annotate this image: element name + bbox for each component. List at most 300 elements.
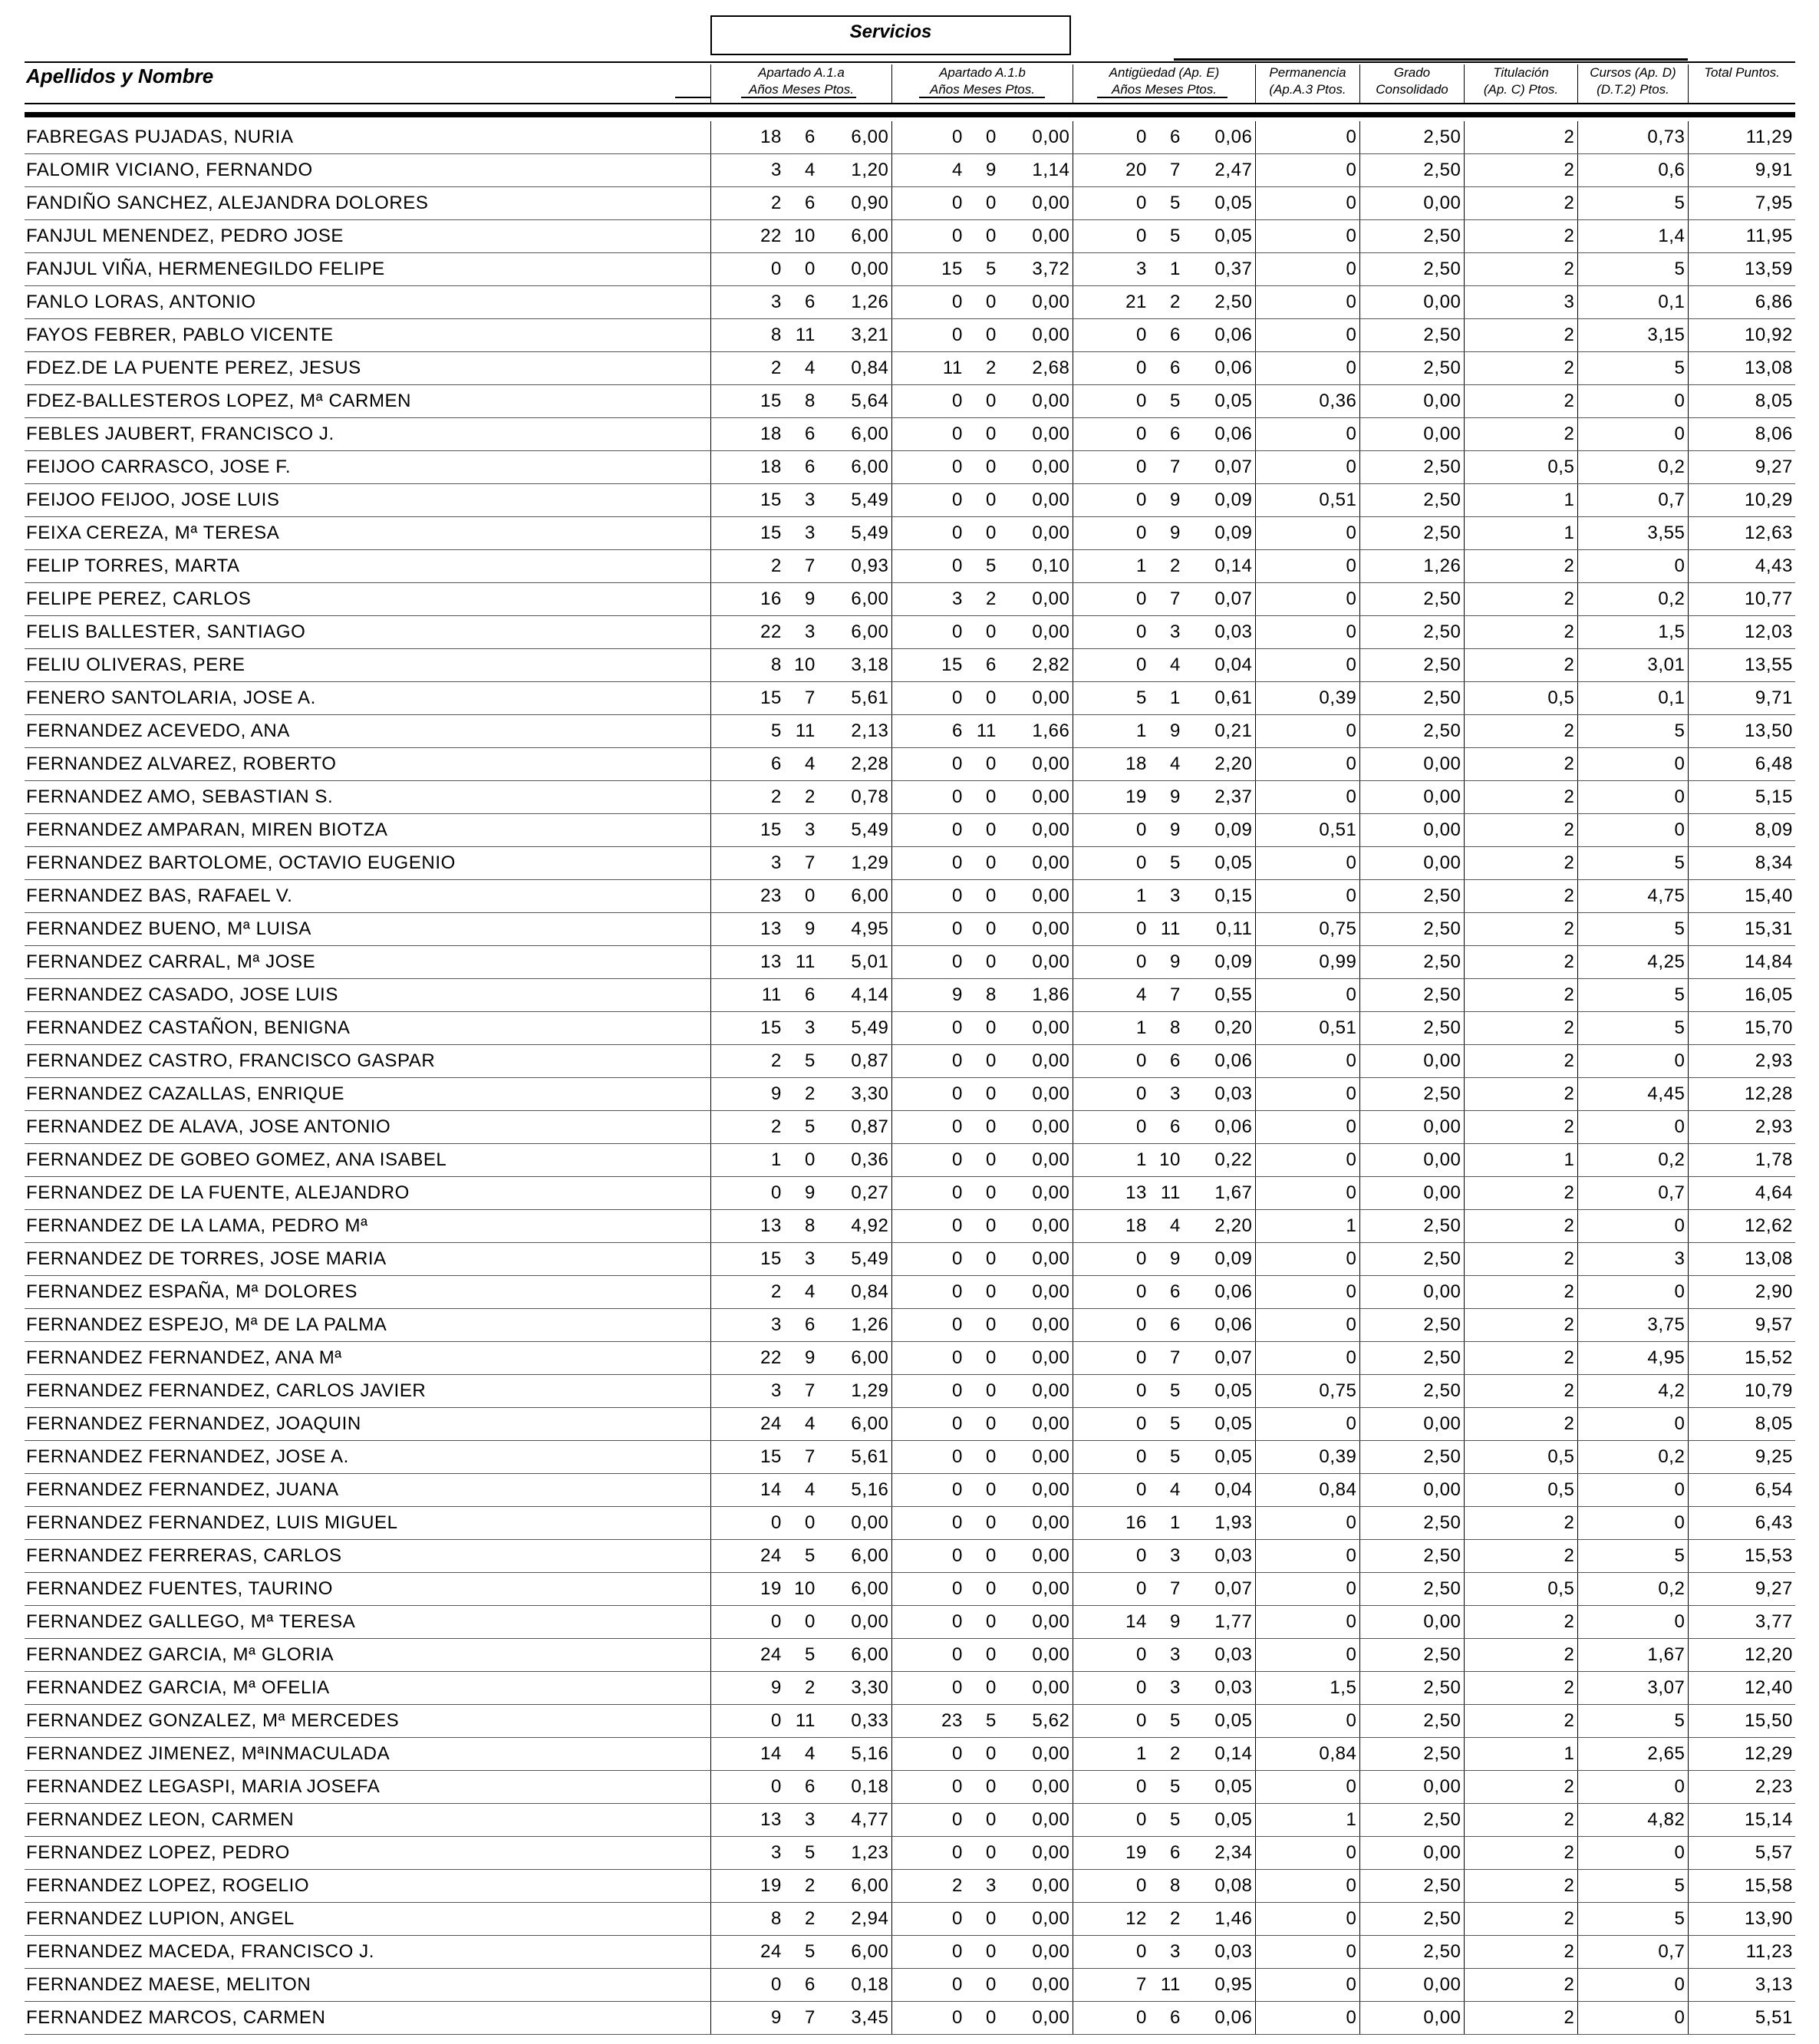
cell-name: FERNANDEZ GARCIA, Mª OFELIA [25, 1672, 710, 1705]
cell-cursos: 2,65 [1577, 1738, 1688, 1771]
cell-antig-years: 5 [1073, 682, 1149, 715]
cell-a1a-years: 2 [710, 1111, 784, 1144]
cell-a1b-months: 0 [965, 1441, 999, 1474]
cell-antig-years: 0 [1073, 352, 1149, 385]
cell-antig-points: 0,07 [1183, 1342, 1255, 1375]
cell-a1a-years: 9 [710, 1672, 784, 1705]
cell-a1b-months: 3 [965, 1870, 999, 1903]
cell-name: FELIU OLIVERAS, PERE [25, 649, 710, 682]
cell-cursos: 4,75 [1577, 880, 1688, 913]
cell-titulacion: 2 [1464, 187, 1577, 220]
cell-grado: 2,50 [1359, 1573, 1464, 1606]
cell-a1a-points: 2,94 [818, 1903, 891, 1936]
cell-antig-years: 0 [1073, 1408, 1149, 1441]
cell-a1b-months: 0 [965, 880, 999, 913]
cell-a1b-years: 0 [891, 451, 965, 484]
cell-a1a-years: 24 [710, 1540, 784, 1573]
cell-grado: 2,50 [1359, 616, 1464, 649]
cell-a1b-points: 0,00 [999, 2002, 1073, 2035]
cell-a1b-months: 0 [965, 1573, 999, 1606]
cell-name: FERNANDEZ BUENO, Mª LUISA [25, 913, 710, 946]
cell-name: FERNANDEZ ESPAÑA, Mª DOLORES [25, 1276, 710, 1309]
cell-a1b-years: 0 [891, 319, 965, 352]
cell-a1a-years: 16 [710, 583, 784, 616]
cell-cursos: 0 [1577, 1408, 1688, 1441]
cell-a1a-months: 10 [784, 649, 818, 682]
cell-name: FDEZ-BALLESTEROS LOPEZ, Mª CARMEN [25, 385, 710, 418]
cell-cursos: 3 [1577, 1243, 1688, 1276]
cell-name: FERNANDEZ BAS, RAFAEL V. [25, 880, 710, 913]
cell-antig-years: 0 [1073, 121, 1149, 154]
table-row [25, 418, 1795, 451]
cell-permanencia: 0,51 [1255, 1012, 1359, 1045]
cell-grado: 0,00 [1359, 1771, 1464, 1804]
cell-permanencia: 0 [1255, 1177, 1359, 1210]
cell-a1a-months: 0 [784, 1144, 818, 1177]
cell-a1b-points: 0,00 [999, 451, 1073, 484]
cell-antig-points: 0,07 [1183, 583, 1255, 616]
cell-cursos: 4,2 [1577, 1375, 1688, 1408]
col-header-cursos-title: Cursos (Ap. D) [1590, 65, 1676, 80]
cell-a1b-months: 8 [965, 979, 999, 1012]
cell-titulacion: 2 [1464, 1903, 1577, 1936]
cell-a1b-points: 0,00 [999, 1738, 1073, 1771]
cell-a1b-years: 0 [891, 847, 965, 880]
cell-grado: 2,50 [1359, 583, 1464, 616]
cell-a1a-points: 0,18 [818, 1969, 891, 2002]
cell-a1b-points: 0,00 [999, 187, 1073, 220]
cell-titulacion: 2 [1464, 1705, 1577, 1738]
table-row [25, 1903, 1795, 1936]
cell-titulacion: 2 [1464, 847, 1577, 880]
cell-total: 11,29 [1688, 121, 1795, 154]
cell-cursos: 0 [1577, 1969, 1688, 2002]
cell-permanencia: 0 [1255, 253, 1359, 286]
cell-a1a-years: 22 [710, 1342, 784, 1375]
cell-grado: 2,50 [1359, 1903, 1464, 1936]
cell-antig-points: 0,05 [1183, 187, 1255, 220]
cell-cursos: 0,2 [1577, 1573, 1688, 1606]
cell-titulacion: 2 [1464, 1111, 1577, 1144]
cell-cursos: 0 [1577, 1276, 1688, 1309]
cell-antig-points: 1,67 [1183, 1177, 1255, 1210]
cell-a1a-months: 7 [784, 847, 818, 880]
cell-permanencia: 0,75 [1255, 913, 1359, 946]
cell-name: FERNANDEZ DE LA LAMA, PEDRO Mª [25, 1210, 710, 1243]
cell-a1b-points: 0,00 [999, 682, 1073, 715]
table-row [25, 1408, 1795, 1441]
cell-a1b-months: 0 [965, 1342, 999, 1375]
cell-permanencia: 0 [1255, 319, 1359, 352]
cell-antig-years: 7 [1073, 1969, 1149, 2002]
cell-a1a-points: 1,29 [818, 1375, 891, 1408]
cell-grado: 0,00 [1359, 187, 1464, 220]
cell-a1b-points: 0,00 [999, 1837, 1073, 1870]
cell-a1a-points: 1,26 [818, 286, 891, 319]
cell-a1a-points: 6,00 [818, 220, 891, 253]
cell-antig-months: 8 [1149, 1870, 1183, 1903]
cell-a1a-months: 2 [784, 1870, 818, 1903]
cell-name: FEIXA CEREZA, Mª TERESA [25, 517, 710, 550]
cell-a1a-points: 2,28 [818, 748, 891, 781]
cell-a1b-points: 0,00 [999, 583, 1073, 616]
cell-a1b-months: 0 [965, 1243, 999, 1276]
cell-a1a-years: 18 [710, 451, 784, 484]
table-row [25, 1738, 1795, 1771]
table-row [25, 1705, 1795, 1738]
cell-permanencia: 0 [1255, 1936, 1359, 1969]
cell-a1a-months: 5 [784, 1045, 818, 1078]
cell-grado: 0,00 [1359, 1474, 1464, 1507]
cell-cursos: 3,75 [1577, 1309, 1688, 1342]
cell-antig-years: 0 [1073, 616, 1149, 649]
cell-total: 4,43 [1688, 550, 1795, 583]
cell-name: FALOMIR VICIANO, FERNANDO [25, 154, 710, 187]
cell-titulacion: 2 [1464, 1672, 1577, 1705]
cell-a1b-years: 0 [891, 1375, 965, 1408]
cell-antig-points: 0,06 [1183, 1045, 1255, 1078]
cell-a1b-months: 0 [965, 286, 999, 319]
cell-permanencia: 0,36 [1255, 385, 1359, 418]
cell-a1b-points: 0,00 [999, 814, 1073, 847]
col-header-cursos [1577, 64, 1688, 103]
cell-a1a-months: 2 [784, 1078, 818, 1111]
cell-name: FERNANDEZ FERNANDEZ, JUANA [25, 1474, 710, 1507]
header-underline-left [675, 97, 710, 98]
cell-a1a-months: 7 [784, 1441, 818, 1474]
cell-a1a-months: 9 [784, 913, 818, 946]
cell-a1a-months: 4 [784, 154, 818, 187]
cell-a1b-points: 2,82 [999, 649, 1073, 682]
cell-titulacion: 2 [1464, 1078, 1577, 1111]
cell-antig-years: 0 [1073, 1111, 1149, 1144]
cell-name: FEIJOO FEIJOO, JOSE LUIS [25, 484, 710, 517]
cell-antig-points: 0,22 [1183, 1144, 1255, 1177]
cell-a1a-points: 6,00 [818, 1870, 891, 1903]
cell-permanencia: 0 [1255, 979, 1359, 1012]
cell-a1a-months: 3 [784, 616, 818, 649]
cell-total: 10,77 [1688, 583, 1795, 616]
cell-total: 2,90 [1688, 1276, 1795, 1309]
cell-a1a-points: 0,36 [818, 1144, 891, 1177]
cell-titulacion: 1 [1464, 517, 1577, 550]
cell-a1a-months: 6 [784, 418, 818, 451]
cell-antig-points: 0,05 [1183, 1375, 1255, 1408]
cell-a1b-years: 0 [891, 814, 965, 847]
cell-a1b-years: 4 [891, 154, 965, 187]
cell-antig-points: 0,06 [1183, 1111, 1255, 1144]
cell-titulacion: 2 [1464, 220, 1577, 253]
cell-a1a-months: 3 [784, 1243, 818, 1276]
cell-titulacion: 2 [1464, 913, 1577, 946]
cell-a1a-points: 4,14 [818, 979, 891, 1012]
cell-permanencia: 1 [1255, 1210, 1359, 1243]
cell-antig-months: 4 [1149, 1210, 1183, 1243]
cell-permanencia: 0 [1255, 847, 1359, 880]
table-row [25, 1474, 1795, 1507]
cell-a1b-points: 0,00 [999, 1540, 1073, 1573]
cell-cursos: 1,67 [1577, 1639, 1688, 1672]
cell-a1a-years: 3 [710, 1837, 784, 1870]
cell-antig-points: 0,05 [1183, 385, 1255, 418]
cell-cursos: 1,4 [1577, 220, 1688, 253]
name-column-header: Apellidos y Nombre [26, 64, 214, 87]
cell-antig-years: 0 [1073, 847, 1149, 880]
cell-antig-months: 6 [1149, 1111, 1183, 1144]
cell-cursos: 0 [1577, 1837, 1688, 1870]
cell-total: 13,08 [1688, 1243, 1795, 1276]
cell-antig-points: 0,05 [1183, 1771, 1255, 1804]
cell-name: FERNANDEZ BARTOLOME, OCTAVIO EUGENIO [25, 847, 710, 880]
cell-a1b-years: 0 [891, 517, 965, 550]
cell-a1a-points: 6,00 [818, 418, 891, 451]
cell-a1b-points: 0,00 [999, 913, 1073, 946]
cell-a1a-years: 11 [710, 979, 784, 1012]
cell-grado: 0,00 [1359, 2002, 1464, 2035]
cell-antig-points: 2,34 [1183, 1837, 1255, 1870]
cell-titulacion: 2 [1464, 2002, 1577, 2035]
cell-antig-months: 3 [1149, 616, 1183, 649]
cell-titulacion: 0,5 [1464, 682, 1577, 715]
cell-total: 12,62 [1688, 1210, 1795, 1243]
table-row [25, 385, 1795, 418]
cell-antig-months: 8 [1149, 1012, 1183, 1045]
cell-permanencia: 0 [1255, 2002, 1359, 2035]
cell-total: 3,77 [1688, 1606, 1795, 1639]
table-row [25, 2002, 1795, 2035]
cell-grado: 2,50 [1359, 1705, 1464, 1738]
cell-grado: 2,50 [1359, 880, 1464, 913]
cell-antig-points: 0,05 [1183, 847, 1255, 880]
table-row [25, 1804, 1795, 1837]
cell-grado: 0,00 [1359, 781, 1464, 814]
cell-a1a-years: 3 [710, 1375, 784, 1408]
cell-a1a-months: 0 [784, 1606, 818, 1639]
cell-a1a-points: 3,18 [818, 649, 891, 682]
cell-a1b-points: 0,00 [999, 1936, 1073, 1969]
cell-antig-months: 9 [1149, 517, 1183, 550]
cell-a1b-years: 0 [891, 682, 965, 715]
cell-a1b-years: 2 [891, 1870, 965, 1903]
table-row [25, 121, 1795, 154]
cell-total: 15,50 [1688, 1705, 1795, 1738]
cell-titulacion: 2 [1464, 748, 1577, 781]
table-row [25, 1639, 1795, 1672]
cell-antig-points: 2,47 [1183, 154, 1255, 187]
cell-a1b-years: 0 [891, 1441, 965, 1474]
cell-a1b-months: 0 [965, 1078, 999, 1111]
cell-total: 5,51 [1688, 2002, 1795, 2035]
cell-a1a-months: 7 [784, 682, 818, 715]
cell-a1a-months: 8 [784, 385, 818, 418]
cell-antig-months: 9 [1149, 946, 1183, 979]
cell-antig-points: 1,46 [1183, 1903, 1255, 1936]
cell-a1b-years: 0 [891, 220, 965, 253]
cell-a1b-months: 6 [965, 649, 999, 682]
cell-total: 2,93 [1688, 1111, 1795, 1144]
cell-a1b-months: 0 [965, 913, 999, 946]
cell-total: 15,31 [1688, 913, 1795, 946]
cell-titulacion: 0,5 [1464, 451, 1577, 484]
cell-total: 13,08 [1688, 352, 1795, 385]
cell-grado: 1,26 [1359, 550, 1464, 583]
cell-permanencia: 0 [1255, 1276, 1359, 1309]
cell-a1b-points: 0,00 [999, 1870, 1073, 1903]
cell-a1b-months: 0 [965, 1903, 999, 1936]
cell-a1b-years: 3 [891, 583, 965, 616]
cell-grado: 2,50 [1359, 1507, 1464, 1540]
table-row [25, 1771, 1795, 1804]
col-header-grado-sub: Consolidado [1376, 82, 1448, 97]
cell-a1a-years: 14 [710, 1474, 784, 1507]
cell-grado: 2,50 [1359, 1375, 1464, 1408]
col-header-a1b-title: Apartado A.1.b [939, 65, 1026, 80]
cell-titulacion: 1 [1464, 1144, 1577, 1177]
cell-antig-months: 10 [1149, 1144, 1183, 1177]
cell-cursos: 0 [1577, 1111, 1688, 1144]
cell-antig-years: 0 [1073, 1639, 1149, 1672]
cell-permanencia: 0 [1255, 1639, 1359, 1672]
cell-a1b-months: 0 [965, 451, 999, 484]
cell-a1b-points: 0,00 [999, 1276, 1073, 1309]
cell-a1a-years: 24 [710, 1408, 784, 1441]
table-row [25, 253, 1795, 286]
cell-titulacion: 2 [1464, 1342, 1577, 1375]
cell-a1b-months: 0 [965, 1144, 999, 1177]
cell-name: FAYOS FEBRER, PABLO VICENTE [25, 319, 710, 352]
cell-permanencia: 0,39 [1255, 1441, 1359, 1474]
cell-antig-points: 0,07 [1183, 1573, 1255, 1606]
cell-a1a-years: 8 [710, 1903, 784, 1936]
cell-permanencia: 0 [1255, 286, 1359, 319]
cell-antig-years: 0 [1073, 1474, 1149, 1507]
cell-cursos: 5 [1577, 253, 1688, 286]
cell-a1b-years: 0 [891, 550, 965, 583]
cell-a1b-points: 0,10 [999, 550, 1073, 583]
cell-antig-months: 6 [1149, 319, 1183, 352]
cell-name: FERNANDEZ JIMENEZ, MªINMACULADA [25, 1738, 710, 1771]
table-row [25, 1540, 1795, 1573]
table-row [25, 1375, 1795, 1408]
cell-a1b-points: 0,00 [999, 1342, 1073, 1375]
cell-a1b-points: 0,00 [999, 1507, 1073, 1540]
cell-a1a-months: 0 [784, 880, 818, 913]
cell-antig-points: 0,09 [1183, 1243, 1255, 1276]
cell-antig-points: 0,05 [1183, 1804, 1255, 1837]
cell-a1b-years: 0 [891, 1540, 965, 1573]
cell-a1a-months: 5 [784, 1111, 818, 1144]
cell-a1b-years: 9 [891, 979, 965, 1012]
col-header-grado [1359, 64, 1464, 103]
cell-a1a-points: 5,49 [818, 814, 891, 847]
cell-a1a-points: 6,00 [818, 583, 891, 616]
cell-titulacion: 2 [1464, 1936, 1577, 1969]
cell-titulacion: 2 [1464, 1540, 1577, 1573]
cell-a1a-points: 3,30 [818, 1078, 891, 1111]
cell-grado: 2,50 [1359, 121, 1464, 154]
header-bottom-line [25, 103, 1795, 104]
cell-grado: 2,50 [1359, 913, 1464, 946]
cell-antig-months: 6 [1149, 418, 1183, 451]
cell-a1a-years: 15 [710, 484, 784, 517]
cell-titulacion: 2 [1464, 1969, 1577, 2002]
cell-a1a-points: 5,16 [818, 1474, 891, 1507]
cell-a1b-months: 0 [965, 1606, 999, 1639]
cell-permanencia: 0 [1255, 1705, 1359, 1738]
cell-antig-years: 0 [1073, 1045, 1149, 1078]
cell-antig-points: 0,15 [1183, 880, 1255, 913]
cell-permanencia: 0 [1255, 418, 1359, 451]
cell-titulacion: 2 [1464, 385, 1577, 418]
cell-total: 3,13 [1688, 1969, 1795, 2002]
cell-total: 15,70 [1688, 1012, 1795, 1045]
cell-grado: 2,50 [1359, 1210, 1464, 1243]
cell-name: FERNANDEZ AMO, SEBASTIAN S. [25, 781, 710, 814]
cell-a1b-points: 0,00 [999, 946, 1073, 979]
cell-permanencia: 1,5 [1255, 1672, 1359, 1705]
cell-total: 15,52 [1688, 1342, 1795, 1375]
table-row [25, 913, 1795, 946]
cell-name: FERNANDEZ LEGASPI, MARIA JOSEFA [25, 1771, 710, 1804]
cell-grado: 2,50 [1359, 1804, 1464, 1837]
cell-permanencia: 0 [1255, 1573, 1359, 1606]
cell-cursos: 0 [1577, 1507, 1688, 1540]
cell-antig-years: 0 [1073, 1276, 1149, 1309]
table-row [25, 1078, 1795, 1111]
cell-cursos: 5 [1577, 1012, 1688, 1045]
cell-a1a-points: 0,27 [818, 1177, 891, 1210]
cell-a1a-months: 5 [784, 1837, 818, 1870]
cell-a1a-points: 4,95 [818, 913, 891, 946]
cell-cursos: 0,1 [1577, 286, 1688, 319]
cell-grado: 0,00 [1359, 385, 1464, 418]
cell-permanencia: 0 [1255, 1903, 1359, 1936]
cell-cursos: 0,1 [1577, 682, 1688, 715]
cell-antig-years: 20 [1073, 154, 1149, 187]
cell-antig-years: 0 [1073, 1441, 1149, 1474]
cell-grado: 2,50 [1359, 517, 1464, 550]
cell-a1a-points: 1,23 [818, 1837, 891, 1870]
cell-antig-years: 0 [1073, 220, 1149, 253]
cell-a1a-years: 15 [710, 385, 784, 418]
cell-titulacion: 2 [1464, 1639, 1577, 1672]
cell-a1b-years: 0 [891, 1837, 965, 1870]
cell-antig-months: 5 [1149, 1408, 1183, 1441]
col-header-titulacion-title: Titulación [1493, 65, 1549, 80]
cell-grado: 2,50 [1359, 1738, 1464, 1771]
cell-name: FERNANDEZ DE TORRES, JOSE MARIA [25, 1243, 710, 1276]
cell-antig-months: 9 [1149, 1606, 1183, 1639]
cell-grado: 2,50 [1359, 682, 1464, 715]
cell-a1a-years: 13 [710, 1210, 784, 1243]
cell-total: 2,23 [1688, 1771, 1795, 1804]
cell-a1a-years: 18 [710, 418, 784, 451]
cell-antig-points: 2,20 [1183, 1210, 1255, 1243]
cell-a1a-years: 0 [710, 1606, 784, 1639]
cell-a1a-years: 15 [710, 1441, 784, 1474]
cell-permanencia: 0 [1255, 517, 1359, 550]
table-row [25, 1606, 1795, 1639]
cell-antig-months: 6 [1149, 352, 1183, 385]
header-top-rule [1174, 58, 1688, 61]
cell-total: 7,95 [1688, 187, 1795, 220]
cell-antig-months: 9 [1149, 781, 1183, 814]
cell-name: FERNANDEZ LOPEZ, PEDRO [25, 1837, 710, 1870]
cell-a1b-months: 0 [965, 1012, 999, 1045]
cell-antig-months: 5 [1149, 1375, 1183, 1408]
cell-a1b-months: 2 [965, 583, 999, 616]
cell-a1a-years: 3 [710, 154, 784, 187]
